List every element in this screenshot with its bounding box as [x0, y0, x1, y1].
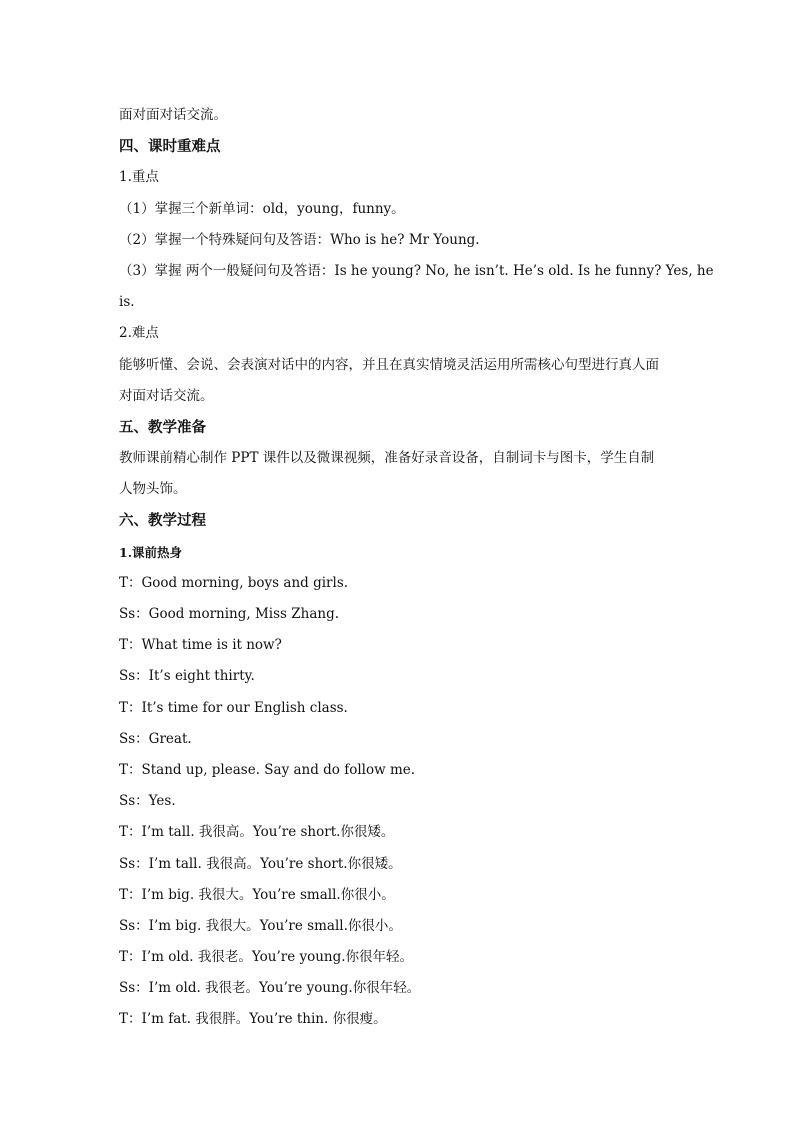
- dialogue-line: Ss：I’m old. 我很老。You’re young.你很年轻。: [119, 980, 421, 997]
- dialogue-line: Ss：Yes.: [119, 793, 176, 810]
- dialogue-line: T：Good morning, boys and girls.: [119, 574, 349, 591]
- section-heading-process: 六、教学过程: [119, 512, 206, 530]
- document-body: [119, 100, 714, 1036]
- dialogue-line: T：I’m big. 我很大。You’re small.你很小。: [119, 886, 395, 903]
- list-item: （1）掌握三个新单词：old，young，funny。: [119, 200, 405, 217]
- section-heading-difficulties: 四、课时重难点: [119, 138, 221, 156]
- dialogue-line: T：I’m old. 我很老。You’re young.你很年轻。: [119, 949, 414, 966]
- subsection-difficult-points: 2.难点: [119, 325, 159, 342]
- dialogue-line: T：It’s time for our English class.: [119, 699, 348, 716]
- list-item: （2）掌握一个特殊疑问句及答语：Who is he? Mr Young.: [119, 231, 480, 248]
- dialogue-line: T：I’m tall. 我很高。You’re short.你很矮。: [119, 824, 395, 841]
- dialogue-line: T：I’m fat. 我很胖。You’re thin. 你很瘦。: [119, 1011, 387, 1028]
- paragraph-line: 对面对话交流。: [119, 387, 214, 404]
- subsection-key-points: 1.重点: [119, 169, 159, 186]
- dialogue-line: T：What time is it now?: [119, 637, 282, 654]
- section-heading-preparation: 五、教学准备: [119, 418, 206, 436]
- paragraph-line: 教师课前精心制作 PPT 课件以及微课视频，准备好录音设备，自制词卡与图卡，学生自制: [119, 450, 655, 467]
- dialogue-line: Ss：I’m big. 我很大。You’re small.你很小。: [119, 917, 402, 934]
- dialogue-line: Ss：Good morning, Miss Zhang.: [119, 606, 340, 622]
- dialogue-line: Ss：It’s eight thirty.: [119, 668, 255, 685]
- dialogue-line: Ss：I’m tall. 我很高。You’re short.你很矮。: [119, 855, 402, 872]
- dialogue-line: T：Stand up, please. Say and do follow me.: [119, 761, 416, 778]
- paragraph-line: 面对面对话交流。: [119, 107, 227, 123]
- list-item: （3）掌握 两个一般疑问句及答语：Is he young? No, he isn’t. He’s old. Is he funny? Yes, he: [119, 262, 714, 279]
- paragraph-line: 人物头饰。: [119, 481, 187, 498]
- paragraph-line: 能够听懂、会说、会表演对话中的内容，并且在真实情境灵活运用所需核心句型进行真人面: [119, 356, 659, 373]
- dialogue-line: Ss：Great.: [119, 730, 192, 747]
- list-item-continuation: is.: [119, 294, 135, 311]
- subsection-warm-up: 1.课前热身: [119, 544, 183, 560]
